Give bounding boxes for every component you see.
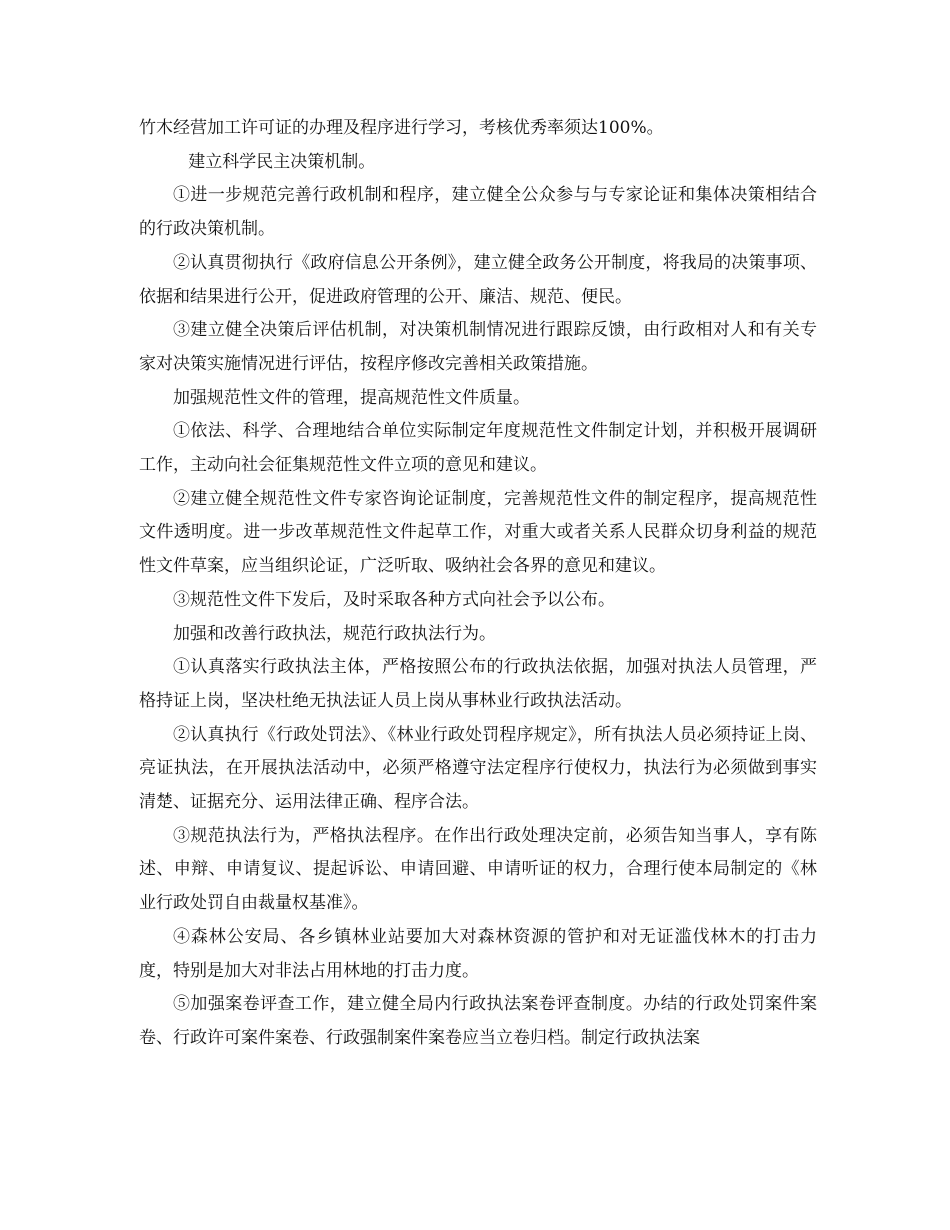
- section-heading-normative-documents: 加强规范性文件的管理，提高规范性文件质量。: [173, 387, 530, 408]
- paragraph-item: ③规范性文件下发后，及时采取各种方式向社会予以公布。: [173, 589, 615, 610]
- paragraph-item: ①认真落实行政执法主体，严格按照公布的行政执法依据，加强对执法人员管理，严格持证上岗，坚决杜绝无执法证人员上岗从事林业行政执法活动。: [139, 657, 817, 711]
- section-heading-decision-mechanism: 建立科学民主决策机制。: [188, 151, 376, 172]
- paragraph-item: ①进一步规范完善行政机制和程序，建立健全公众参与与专家论证和集体决策相结合的行政决策机制。: [139, 185, 817, 240]
- paragraph-item: ③建立健全决策后评估机制，对决策机制情况进行跟踪反馈，由行政相对人和有关专家对决策实施情况进行评估，按程序修改完善相关政策措施。: [139, 320, 817, 374]
- paragraph-item: ①依法、科学、合理地结合单位实际制定年度规范性文件制定计划，并积极开展调研工作，主动向社会征集规范性文件立项的意见和建议。: [139, 421, 817, 476]
- paragraph-item: ③规范执法行为，严格执法程序。在作出行政处理决定前，必须告知当事人，享有陈述、申辩、申请复议、提起诉讼、申请回避、申请听证的权力，合理行使本局制定的《林业行政处罚自由裁量权基准》。: [139, 825, 817, 914]
- paragraph-item: ⑤加强案卷评查工作，建立健全局内行政执法案卷评查制度。办结的行政处罚案件案卷、行政许可案件案卷、行政强制案件案卷应当立卷归档。制定行政执法案: [139, 994, 817, 1048]
- document-body: [139, 112, 817, 1056]
- paragraph-item: ④森林公安局、各乡镇林业站要加大对森林资源的管护和对无证滥伐林木的打击力度，特别是加大对非法占用林地的打击力度。: [139, 926, 817, 981]
- paragraph-item: ②认真贯彻执行《政府信息公开条例》，建立健全政务公开制度，将我局的决策事项、依据和结果进行公开，促进政府管理的公开、廉洁、规范、便民。: [139, 252, 817, 307]
- paragraph-item: ②建立健全规范性文件专家咨询论证制度，完善规范性文件的制定程序，提高规范性文件透明度。进一步改革规范性文件起草工作，对重大或者关系人民群众切身利益的规范性文件草案，应当组织论证，广泛听取、吸纳社会各界的意见和建议。: [139, 488, 817, 577]
- section-heading-administrative-enforcement: 加强和改善行政执法，规范行政执法行为。: [173, 623, 496, 644]
- paragraph-item: ②认真执行《行政处罚法》、《林业行政处罚程序规定》，所有执法人员必须持证上岗、亮证执法，在开展执法活动中，必须严格遵守法定程序行使权力，执法行为必须做到事实清楚、证据充分、运用法律正确、程序合法。: [139, 724, 817, 813]
- paragraph-continuation: 竹木经营加工许可证的办理及程序进行学习，考核优秀率须达100%。: [139, 118, 664, 138]
